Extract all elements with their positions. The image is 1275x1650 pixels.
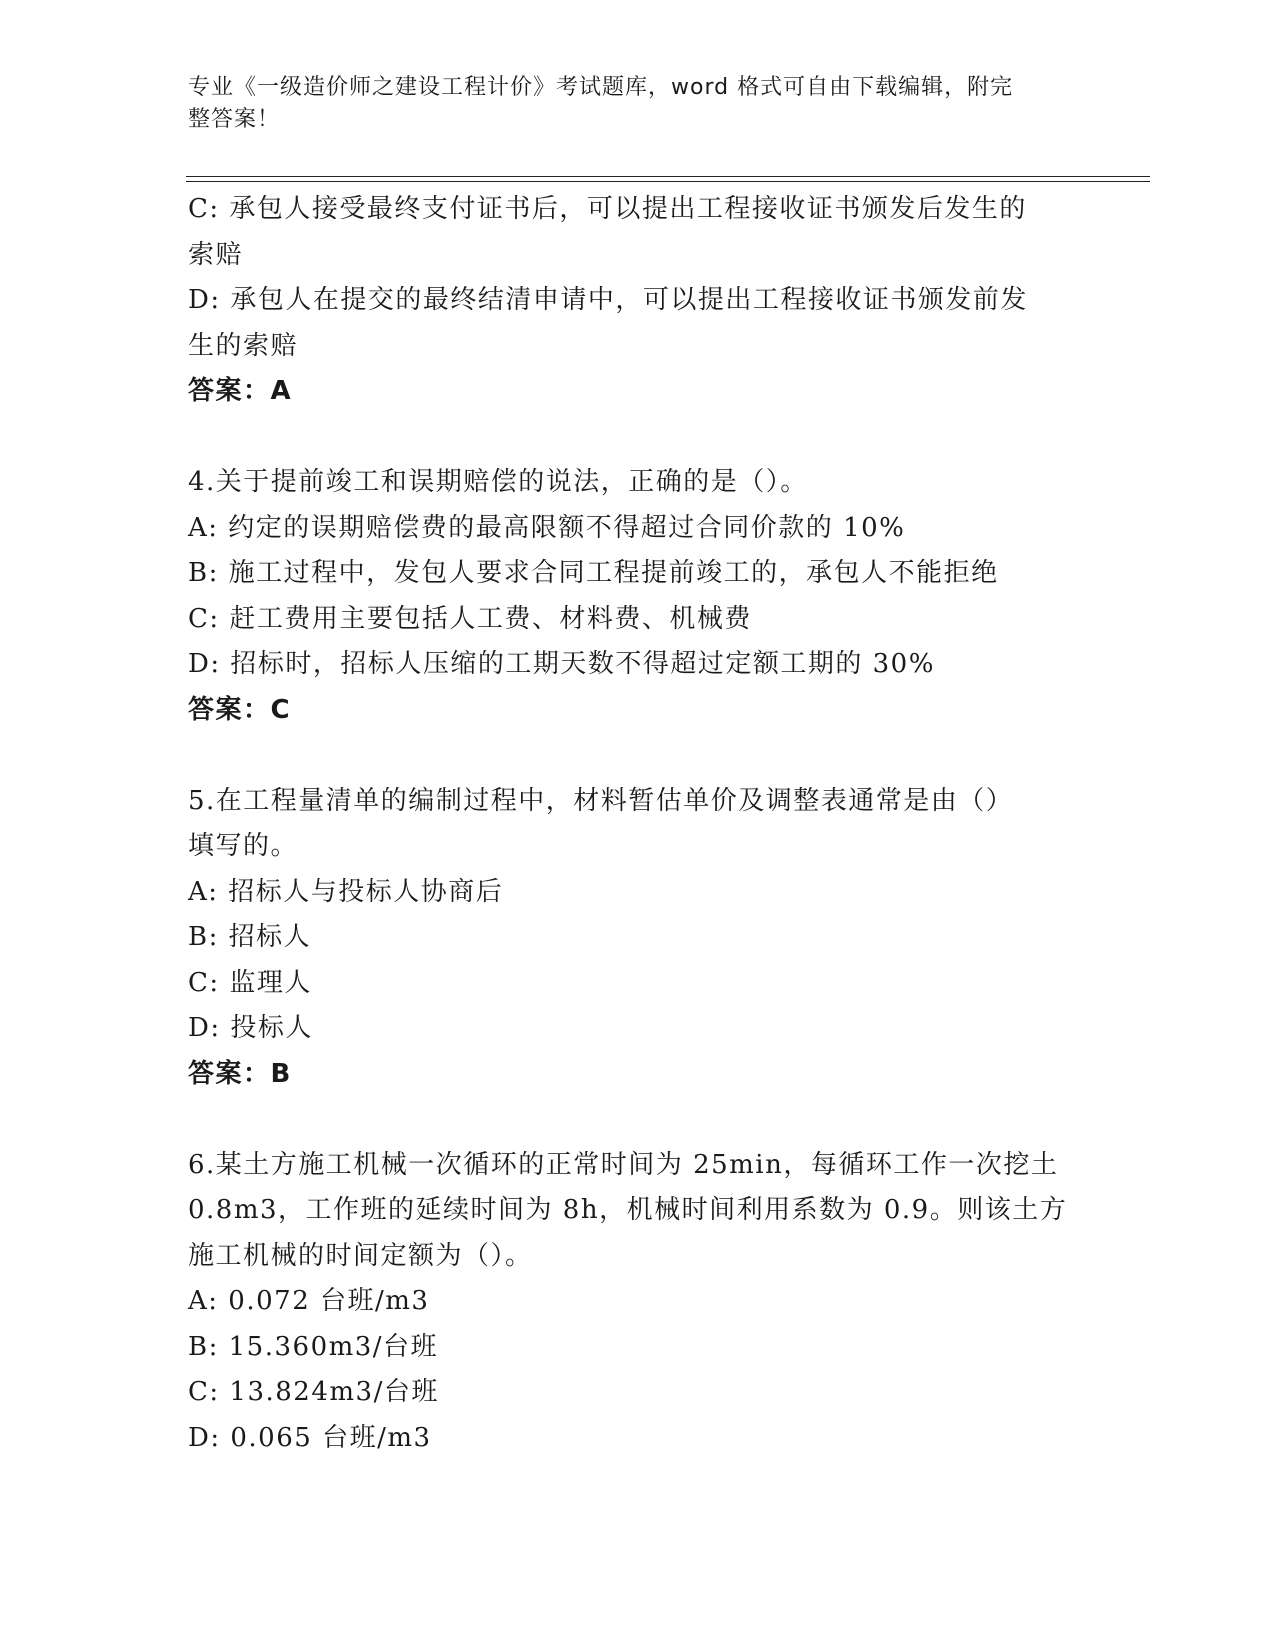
option-c: C: 监理人 [188,967,312,998]
header-line-1: 专业《一级造价师之建设工程计价》考试题库，word 格式可自由下载编辑，附完 [188,75,1014,100]
question-stem: 4.关于提前竣工和误期赔偿的说法，正确的是（）。 [188,467,808,497]
document-body [188,187,1088,1461]
question-stem-line-1: 6.某土方施工机械一次循环的正常时间为 25min，每循环工作一次挖土 [188,1149,1059,1180]
question-4 [188,460,1088,733]
header-divider-bottom [186,181,1150,182]
question-stem-line-1: 5.在工程量清单的编制过程中，材料暂估单价及调整表通常是由（） [188,785,1014,816]
option-a: A: 0.072 台班/m3 [188,1286,430,1316]
option-a: A: 招标人与投标人协商后 [188,876,504,907]
spacer [188,733,1088,779]
option-c: C: 赶工费用主要包括人工费、材料费、机械费 [188,603,752,634]
option-d-line-2: 生的索赔 [188,330,299,361]
spacer [188,415,1088,461]
answer-line: 答案：B [188,1058,292,1089]
option-c-line-2: 索赔 [188,239,244,270]
option-d: D: 0.065 台班/m3 [188,1422,432,1453]
option-c: C: 13.824m3/台班 [188,1377,439,1407]
option-c-line-1: C: 承包人接受最终支付证书后，可以提出工程接收证书颁发后发生的 [188,194,1027,224]
option-b: B: 招标人 [188,922,312,952]
document-header [188,72,1068,136]
option-d: D: 投标人 [188,1013,313,1043]
question-5 [188,779,1088,1098]
option-b: B: 15.360m3/台班 [188,1331,439,1362]
answer-line: 答案：C [188,694,292,725]
option-a: A: 约定的误期赔偿费的最高限额不得超过合同价款的 10% [188,512,906,543]
question-stem-line-2: 0.8m3，工作班的延续时间为 8h，机械时间利用系数为 0.9。则该土方 [188,1195,1068,1225]
option-b: B: 施工过程中，发包人要求合同工程提前竣工的，承包人不能拒绝 [188,558,999,588]
option-d: D: 招标时，招标人压缩的工期天数不得超过定额工期的 30% [188,649,935,679]
question-3-tail [188,187,1088,415]
question-stem-line-3: 施工机械的时间定额为（）。 [188,1240,533,1271]
question-stem-line-2: 填写的。 [188,831,299,861]
spacer [188,1097,1088,1143]
option-d-line-1: D: 承包人在提交的最终结清申请中，可以提出工程接收证书颁发前发 [188,285,1028,315]
question-6 [188,1143,1088,1462]
answer-line: 答案：A [188,376,293,406]
header-divider-top [186,176,1150,177]
header-line-2: 整答案！ [188,107,281,132]
